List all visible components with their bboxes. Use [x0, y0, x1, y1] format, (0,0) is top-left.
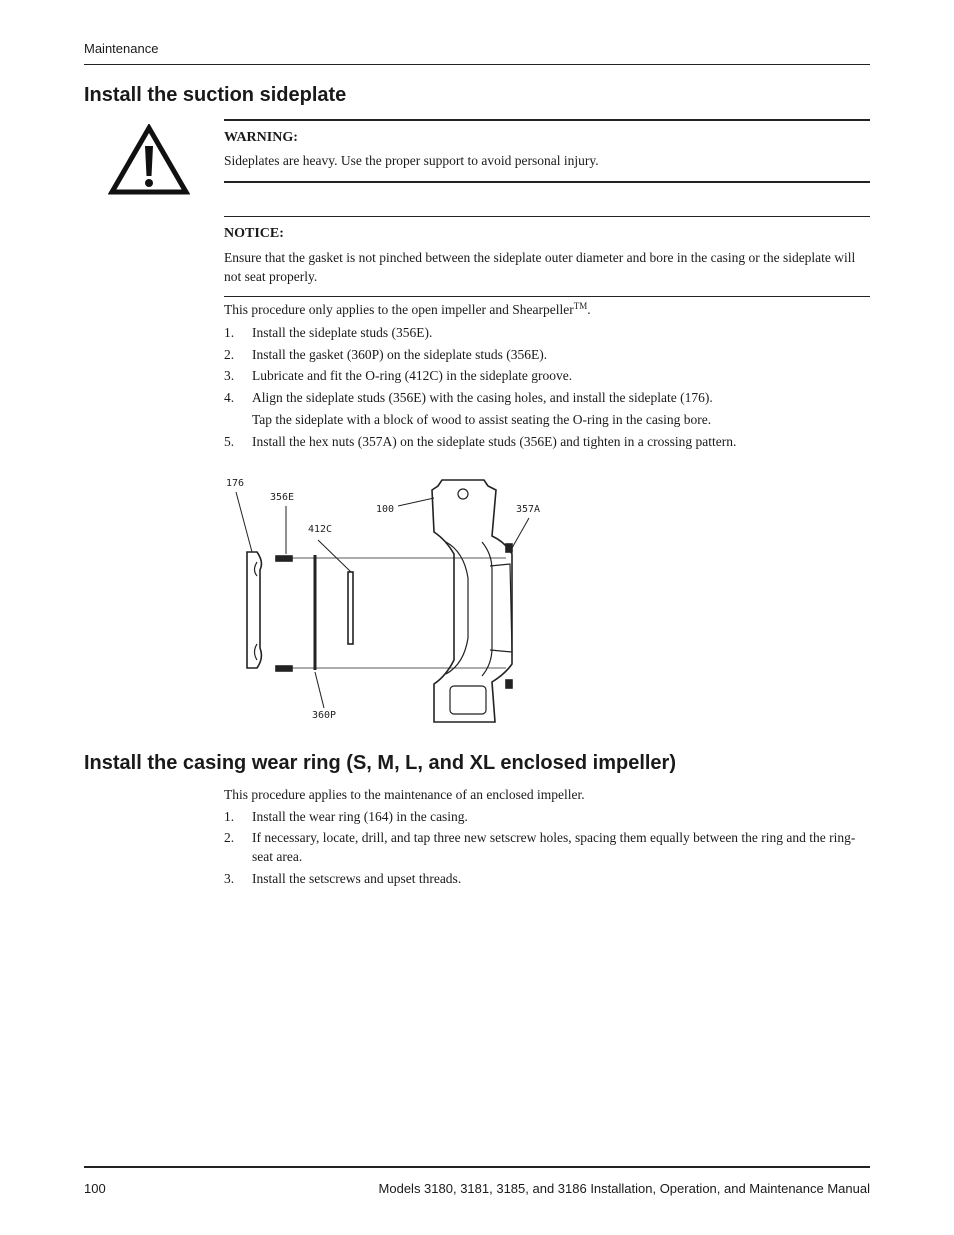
figure-label-357A: 357A — [516, 504, 541, 515]
notice-text: Ensure that the gasket is not pinched between the sideplate outer diameter and bore in the casing or the sideplate will not seat properly. — [224, 250, 856, 284]
nut-357A-upper — [506, 544, 512, 552]
figure-label-412C: 412C — [308, 524, 333, 535]
nut-357A-lower — [506, 680, 512, 688]
notice-top-rule — [224, 216, 870, 217]
warning-top-rule — [224, 119, 870, 121]
notice-title: NOTICE: — [224, 226, 284, 241]
section-heading-suction-sideplate: Install the suction sideplate — [84, 84, 347, 106]
warning-triangle-icon — [108, 124, 190, 196]
warning-title: WARNING: — [224, 130, 298, 145]
figure-label-360P: 360P — [312, 710, 337, 721]
page-number: 100 — [84, 1181, 106, 1196]
suction-intro: This procedure only applies to the open impeller and Shearpeller™. — [224, 301, 591, 317]
notice-bottom-rule — [224, 296, 870, 297]
warning-bottom-rule — [224, 181, 870, 183]
header-rule — [84, 64, 870, 65]
section-heading-casing-wear-ring: Install the casing wear ring (S, M, L, and XL enclosed impeller) — [84, 752, 676, 774]
figure-label-100: 100 — [376, 504, 395, 515]
footer-manual-title: Models 3180, 3181, 3185, and 3186 Installation, Operation, and Maintenance Manual — [378, 1181, 870, 1196]
figure-label-176: 176 — [226, 478, 245, 489]
casing-intro: This procedure applies to the maintenance of an enclosed impeller. — [224, 787, 585, 802]
sideplate-assembly-diagram — [220, 470, 550, 732]
stud-356E-upper — [276, 556, 292, 561]
step-note: Tap the sideplate with a block of wood to assist seating the O-ring in the casing bore. — [252, 412, 712, 427]
stud-356E-lower — [276, 666, 292, 671]
running-header: Maintenance — [84, 41, 159, 56]
oring-412C-part — [348, 572, 353, 644]
footer-rule — [84, 1166, 870, 1168]
figure-label-356E: 356E — [270, 492, 295, 503]
warning-text: Sideplates are heavy. Use the proper support to avoid personal injury. — [224, 153, 599, 168]
